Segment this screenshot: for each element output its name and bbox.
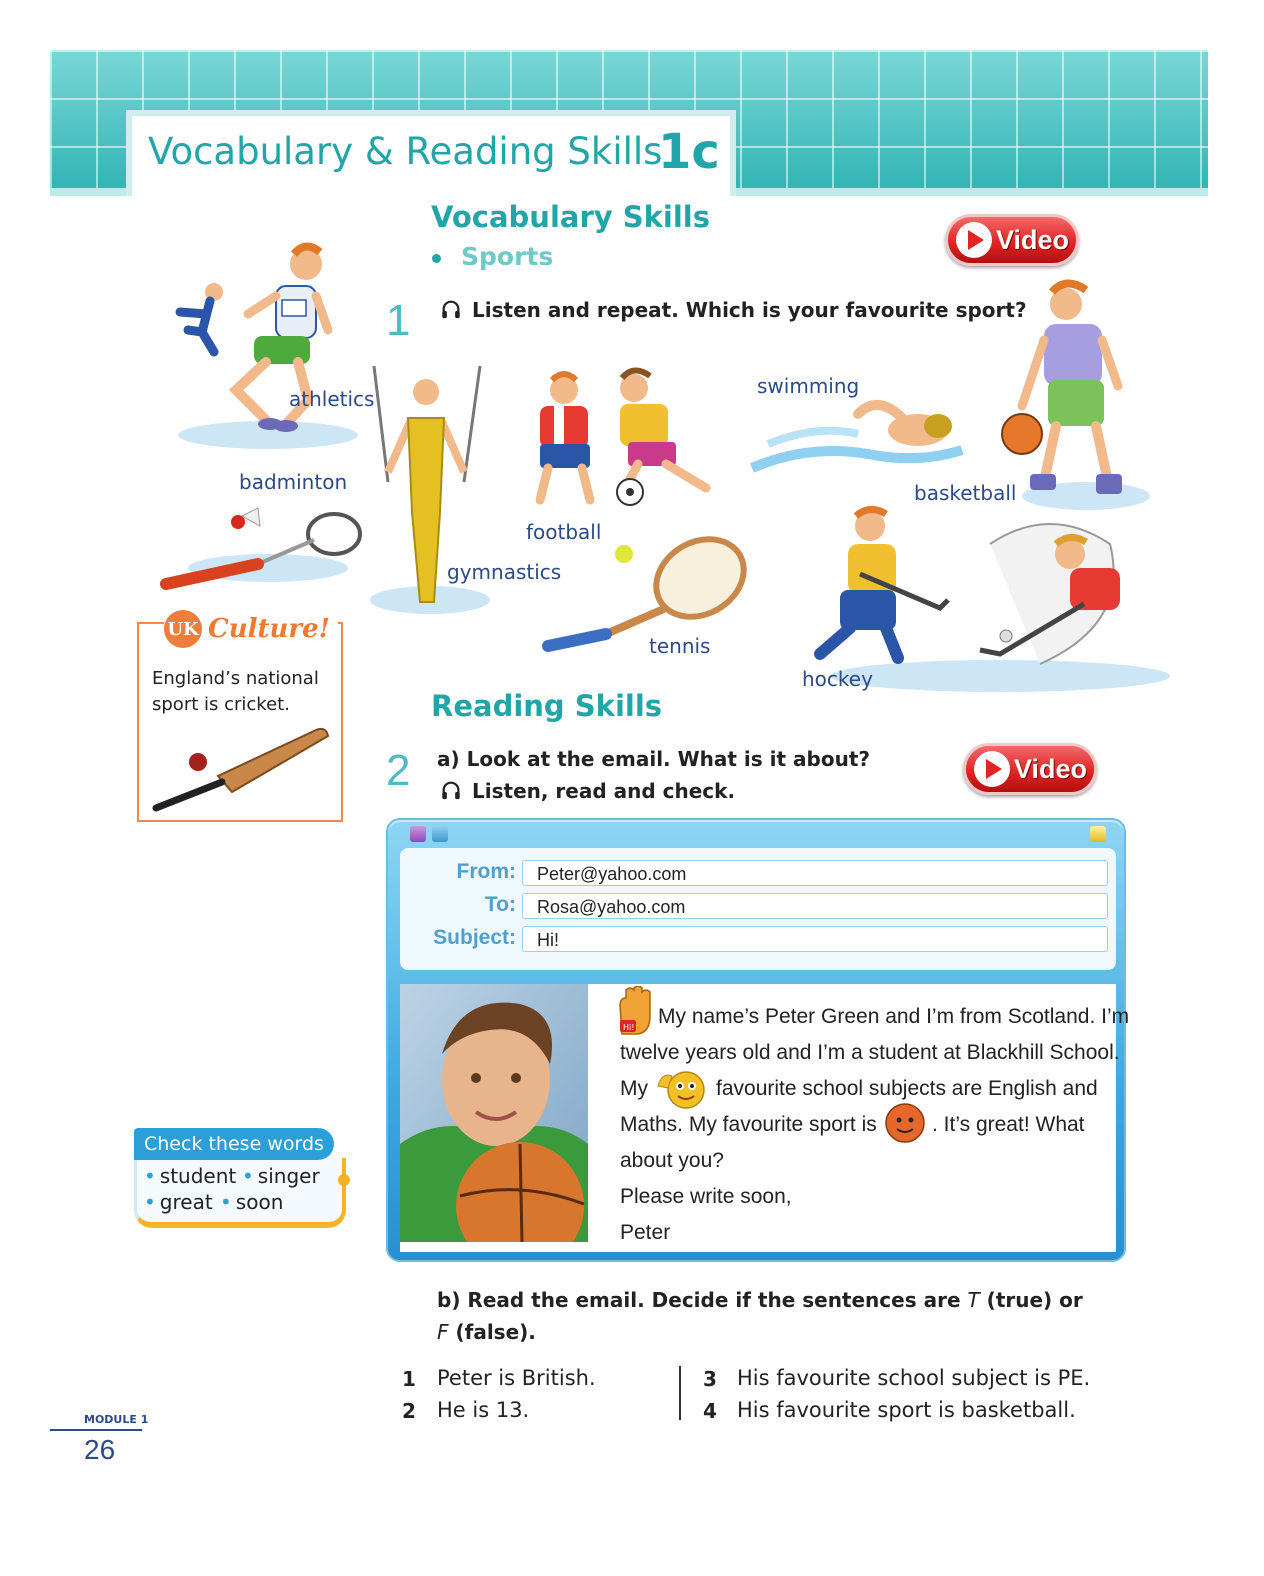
window-close-button[interactable] xyxy=(1090,826,1106,842)
bullet-icon xyxy=(432,254,441,263)
check-word-singer: • singer xyxy=(242,1164,320,1188)
culture-heading: UK Culture! xyxy=(164,610,338,648)
thumbs-up-emoji-icon xyxy=(654,1066,708,1112)
label-badminton: badminton xyxy=(239,470,348,494)
statement-3-number: 3 xyxy=(703,1367,717,1391)
statement-1-number: 1 xyxy=(402,1367,416,1391)
exercise-2a-instruction: a) Look at the email. What is it about? xyxy=(437,747,870,771)
topic-label: Sports xyxy=(432,242,553,271)
statement-2: He is 13. xyxy=(437,1398,530,1422)
email-line-4b: . It’s great! What xyxy=(932,1113,1085,1136)
check-word-student: • student xyxy=(144,1164,237,1188)
badminton-illustration xyxy=(158,500,368,600)
uk-badge: UK xyxy=(164,610,202,648)
email-line-2: twelve years old and I’m a student at Blackhill School. xyxy=(620,1041,1120,1064)
unit-number: 1c xyxy=(658,124,720,180)
email-signature: Peter xyxy=(620,1221,671,1244)
email-line-3b: favourite school subjects are English and xyxy=(716,1077,1098,1100)
check-words-title: Check these words xyxy=(134,1128,334,1160)
exercise-2a-listen-instruction: Listen, read and check. xyxy=(440,779,735,803)
boy-photo xyxy=(400,984,588,1242)
video-button-1[interactable]: Video xyxy=(945,214,1079,266)
from-label: From: xyxy=(456,860,516,883)
exercise-1-instruction: Listen and repeat. Which is your favourite sport? xyxy=(440,298,1027,322)
video-button-2[interactable]: Video xyxy=(963,743,1097,795)
check-word-soon: • soon xyxy=(220,1190,284,1214)
athletics-illustration xyxy=(158,240,358,450)
from-field[interactable]: Peter@yahoo.com xyxy=(522,860,1108,886)
exercise-number-2: 2 xyxy=(386,746,411,795)
label-athletics: athletics xyxy=(289,387,375,411)
exercise-number-1: 1 xyxy=(386,296,411,345)
label-tennis: tennis xyxy=(649,634,711,658)
reading-heading: Reading Skills xyxy=(431,689,663,723)
label-football: football xyxy=(526,520,602,544)
basketball-illustration xyxy=(996,276,1156,516)
email-signoff: Please write soon, xyxy=(620,1185,792,1208)
exercise-2b-instruction: b) Read the email. Decide if the sentences are T (true) or xyxy=(437,1288,1083,1312)
page-number: 26 xyxy=(84,1434,116,1465)
waving-hand-icon xyxy=(612,986,654,1038)
module-underline xyxy=(50,1429,142,1431)
statement-3: His favourite school subject is PE. xyxy=(737,1366,1091,1390)
check-word-great: • great xyxy=(144,1190,213,1214)
statement-2-number: 2 xyxy=(402,1399,416,1423)
label-hockey: hockey xyxy=(802,667,873,691)
label-gymnastics: gymnastics xyxy=(447,560,562,584)
check-words-dot xyxy=(338,1174,350,1186)
module-label: MODULE 1 xyxy=(84,1413,149,1426)
play-icon xyxy=(956,222,992,258)
statement-4-number: 4 xyxy=(703,1399,717,1423)
tennis-illustration xyxy=(540,530,750,660)
statement-4: His favourite sport is basketball. xyxy=(737,1398,1076,1422)
window-restore-button[interactable] xyxy=(432,826,448,842)
email-line-1: My name’s Peter Green and I’m from Scotland. I’m xyxy=(658,1005,1130,1028)
label-basketball: basketball xyxy=(914,481,1017,505)
label-swimming: swimming xyxy=(757,374,860,398)
culture-text: England’s national sport is cricket. xyxy=(152,668,319,715)
svg-text:Hi!: Hi! xyxy=(623,1023,635,1032)
email-line-5: about you? xyxy=(620,1149,724,1172)
to-label: To: xyxy=(484,893,516,916)
swimming-illustration xyxy=(748,384,968,484)
subject-label: Subject: xyxy=(433,926,516,949)
email-line-3a: My xyxy=(620,1077,648,1100)
subject-field[interactable]: Hi! xyxy=(522,926,1108,952)
statements-divider xyxy=(679,1366,681,1420)
window-minimize-button[interactable] xyxy=(410,826,426,842)
cricket-bat-icon xyxy=(148,718,332,814)
basketball-emoji-icon xyxy=(884,1102,926,1144)
page-title: Vocabulary & Reading Skills xyxy=(148,130,663,173)
to-field[interactable]: Rosa@yahoo.com xyxy=(522,893,1108,919)
vocabulary-heading: Vocabulary Skills xyxy=(431,200,711,234)
football-illustration xyxy=(510,364,740,514)
play-icon xyxy=(974,751,1010,787)
headphones-icon[interactable] xyxy=(440,779,462,801)
statement-1: Peter is British. xyxy=(437,1366,596,1390)
headphones-icon[interactable] xyxy=(440,298,462,320)
email-line-4a: Maths. My favourite sport is xyxy=(620,1113,877,1136)
exercise-2b-instruction-line2: F (false). xyxy=(437,1320,536,1344)
